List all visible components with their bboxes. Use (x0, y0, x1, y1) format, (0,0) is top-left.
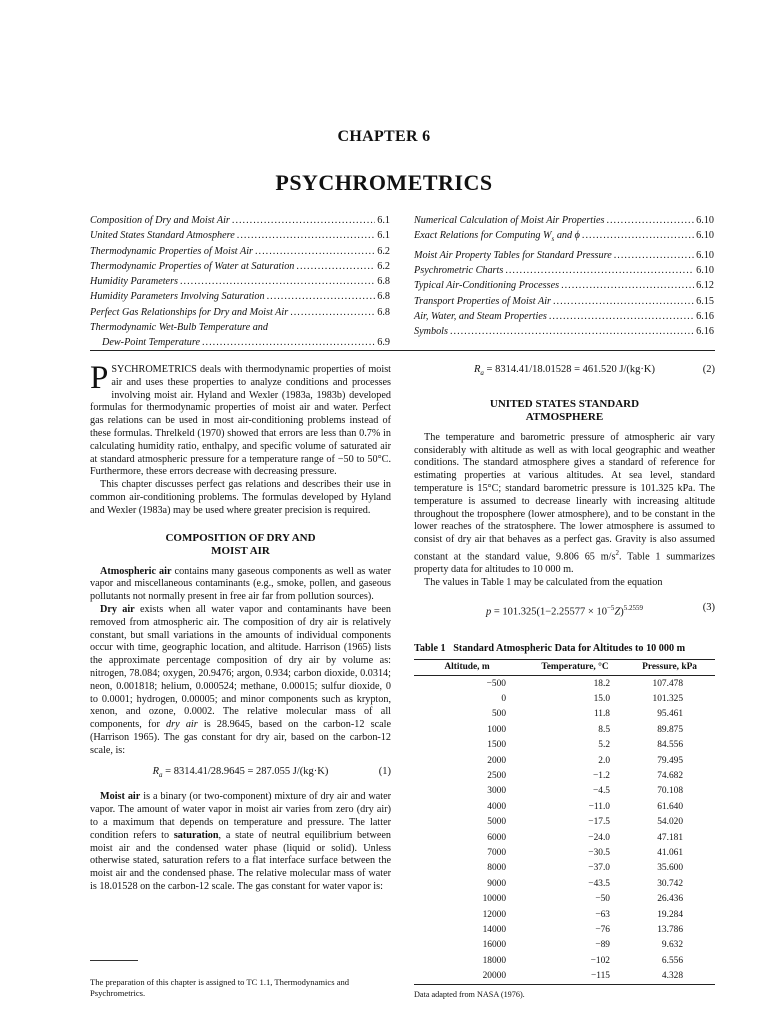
table-row (414, 922, 715, 937)
table-cell: 3000 (487, 786, 506, 797)
table-cell: 89.875 (657, 724, 683, 735)
table-note: Data adapted from NASA (1976). (414, 990, 525, 999)
table-cell: −11.0 (588, 801, 610, 812)
table-row (414, 938, 715, 953)
table-row (414, 861, 715, 876)
table-cell: 30.742 (657, 878, 683, 889)
toc-entry[interactable]: Typical Air-Conditioning Processes ..... 6.12 (414, 278, 714, 293)
table-row (414, 968, 715, 984)
paragraph: This chapter discusses perfect gas relations and describes their use in common air-conditioning problems. The formulas developed by Hyland and Wexler (1983a) may be used where greater precision is required. (90, 479, 391, 516)
table-row (414, 784, 715, 799)
table-cell: −17.5 (588, 817, 610, 828)
table-cell: 84.556 (657, 740, 683, 751)
table-cell: 20000 (414, 968, 520, 984)
table-cell: 5.2 (598, 740, 610, 751)
table-cell: 101.325 (652, 694, 683, 705)
equation-2: $R_a = 8314.41/18.01528 = 461.520$ J/(kg·K) (2) (473, 364, 715, 378)
table-cell: 9.632 (661, 940, 683, 951)
toc-entry[interactable]: Thermodynamic Properties of Moist Air ..... 6.2 (90, 244, 390, 259)
equation-number: (3) (702, 601, 715, 613)
table-cell: 11.8 (593, 709, 610, 720)
table-cell: 14000 (482, 924, 506, 935)
table-row (414, 876, 715, 891)
chapter-label: CHAPTER 6 (337, 128, 431, 145)
table-cell: 8.5 (598, 724, 610, 735)
section-heading: COMPOSITION OF DRY AND MOIST AIR (165, 531, 316, 557)
table-cell: 12000 (482, 909, 506, 920)
toc-entry[interactable]: Thermodynamic Properties of Water at Saturation ..... 6.2 (90, 259, 390, 274)
table-cell: −89 (595, 940, 610, 951)
table-row (414, 815, 715, 830)
table-cell: 107.478 (652, 678, 683, 689)
toc-entry[interactable]: Air, Water, and Steam Properties ..... 6.16 (414, 309, 714, 324)
table-cell: 9000 (487, 878, 506, 889)
table-cell: 74.682 (657, 771, 683, 782)
table-cell: 18000 (482, 955, 506, 966)
drop-cap: P (90, 360, 109, 396)
paragraph: Atmospheric air contains many gaseous components as well as water vapor and miscellaneous contaminants (e.g., smoke, pollen, and gaseous pollutants not normally present in free air far from pollution sources). (90, 565, 391, 603)
intro-paragraph: PSYCHROMETRICS deals with thermodynamic properties of moist air and uses these properties to analyze conditions and processes involving moist air. Hyland and Wexler (1983a, 1983b) developed formulas for thermodynamic properties of moist air and water. Perfect gas relations can be used in most air-conditioning problems instead of these formulas. Threlkeld (1970) showed that errors are less than 0.7% in calculating humidity ratio, enthalpy, and specific volume of saturated air at standard atmospheric pressure for a temperature range of −50 to 50°C. Furthermore, these errors decrease with decreasing pressure. (90, 360, 391, 478)
table-row (414, 830, 715, 845)
table-row (414, 691, 715, 706)
table-cell: 6000 (487, 832, 506, 843)
column-header: Temperature, °C (520, 660, 630, 676)
table-cell: 2000 (487, 755, 506, 766)
table-cell: −50 (595, 894, 610, 905)
table-header-row (414, 660, 715, 676)
table-row (414, 676, 715, 692)
toc-entry[interactable]: Exact Relations for Computing $W_s$ and ϕ ..... 6.10 (414, 228, 714, 247)
table-cell: 4000 (487, 801, 506, 812)
table-cell: 70.108 (657, 786, 683, 797)
table-row (414, 753, 715, 768)
table-row (414, 907, 715, 922)
table-cell: 4.328 (630, 968, 715, 984)
toc-entry[interactable]: Perfect Gas Relationships for Dry and Moist Air ..... 6.8 (90, 305, 390, 320)
table-row (414, 722, 715, 737)
table-cell: −37.0 (588, 863, 610, 874)
equation-number: (2) (702, 364, 715, 375)
table-cell: 2500 (487, 771, 506, 782)
paragraph: Moist air is a binary (or two-component) mixture of dry air and water vapor. The amount of water vapor in moist air varies from zero (dry air) to a maximum that depends on temperature and pressure. The latter condition refers to saturation, a state of neutral equilibrium between moist air and the condensed water phase (liquid or solid). Unless otherwise stated, saturation refers to a flat interface surface between the moist air and the condensed phase. The relative molecular mass of water is 18.01528 on the carbon-12 scale. The gas constant for water vapor is: (90, 791, 392, 892)
table-cell: −24.0 (588, 832, 610, 843)
table-cell: 13.786 (657, 924, 683, 935)
table-cell: −115 (520, 968, 630, 984)
table-cell: 16000 (482, 940, 506, 951)
table-cell: −1.2 (592, 771, 610, 782)
paragraph: The values in Table 1 may be calculated from the equation (424, 577, 663, 589)
table-cell: 0 (501, 694, 506, 705)
left-column (90, 360, 392, 894)
table-cell: −43.5 (588, 878, 610, 889)
table-row (414, 891, 715, 906)
atmosphere-table (414, 659, 715, 985)
table-cell: 47.181 (657, 832, 683, 843)
table-cell: 95.461 (657, 709, 683, 720)
table-row (414, 707, 715, 722)
equation-3: $p = 101.325(1-2.25577 \times 10^{-5}Z)^{5.2559}$ (3) (485, 601, 715, 618)
table-cell: 26.436 (657, 894, 683, 905)
table-cell: −500 (486, 678, 506, 689)
toc-entry[interactable]: Humidity Parameters Involving Saturation ..... 6.8 (90, 289, 390, 304)
table-cell: 18.2 (593, 678, 610, 689)
table-cell: 41.061 (657, 847, 683, 858)
table-row (414, 799, 715, 814)
footnote: The preparation of this chapter is assigned to TC 1.1, Thermodynamics and Psychrometrics. (90, 977, 350, 998)
table-row (414, 768, 715, 783)
toc-right (414, 213, 714, 339)
toc-entry[interactable]: United States Standard Atmosphere ..... 6.1 (90, 228, 390, 243)
toc-entry[interactable]: Moist Air Property Tables for Standard Pressure ..... 6.10 (414, 248, 714, 263)
toc-entry[interactable]: Symbols ..... 6.16 (414, 324, 714, 339)
table-cell: 10000 (482, 894, 506, 905)
section-heading: UNITED STATES STANDARD ATMOSPHERE (489, 397, 640, 423)
table-cell: 35.600 (657, 863, 683, 874)
table-row (414, 738, 715, 753)
toc-entry[interactable]: Thermodynamic Wet-Bulb Temperature and (90, 322, 268, 334)
paragraph: The temperature and barometric pressure of atmospheric air vary considerably with altitude as well as with local geographic and weather conditions. The standard atmosphere gives a standard of reference for estimating properties at various altitudes. At sea level, standard temperature is 15°C; standard barometric pressure is 101.325 kPa. The temperature is assumed to decrease linearly with increasing altitude throughout the troposphere (lower atmosphere), and to be constant in the lower reaches of the stratosphere. The lower atmosphere is assumed to consist of dry air that behaves as a perfect gas. Gravity is also assumed constant at the standard value, 9.806 65 $m/s^2$. Table 1 summarizes property data for altitudes to 10 000 m. (414, 431, 715, 576)
table-cell: 2.0 (598, 755, 610, 766)
toc-entry[interactable]: Psychrometric Charts ..... 6.10 (414, 263, 714, 278)
table-cell: 7000 (487, 847, 506, 858)
table-cell: 5000 (487, 817, 506, 828)
table-cell: 19.284 (657, 909, 683, 920)
table-caption: Table 1 Standard Atmospheric Data for Altitudes to 10 000 m (414, 643, 686, 654)
table-cell: 1000 (487, 724, 506, 735)
toc-entry[interactable]: Humidity Parameters ..... 6.8 (90, 274, 390, 289)
section-divider (90, 350, 715, 351)
table-cell: −30.5 (588, 847, 610, 858)
table-cell: 54.020 (657, 817, 683, 828)
table-cell: 6.556 (661, 955, 683, 966)
toc-entry[interactable]: Transport Properties of Moist Air ..... 6.15 (414, 294, 714, 309)
table-cell: −102 (590, 955, 610, 966)
toc-entry[interactable]: Dew-Point Temperature ..... 6.9 (90, 335, 390, 350)
toc-left (90, 213, 390, 351)
toc-entry[interactable]: Numerical Calculation of Moist Air Properties ..... 6.10 (414, 213, 714, 228)
footnote-divider (90, 960, 138, 961)
table-cell: 1500 (487, 740, 506, 751)
equation-number: (1) (378, 765, 391, 777)
right-column (414, 364, 715, 620)
toc-entry[interactable]: Composition of Dry and Moist Air ..... 6.1 (90, 213, 390, 228)
table-cell: 15.0 (593, 694, 610, 705)
chapter-title: PSYCHROMETRICS (275, 170, 493, 195)
table-row (414, 953, 715, 968)
table-cell: 500 (491, 709, 506, 720)
equation-1: $R_a = 8314.41/28.9645 = 287.055$ J/(kg·K) (1) (152, 765, 391, 779)
table-cell: −76 (595, 924, 610, 935)
column-header: Pressure, kPa (630, 660, 715, 676)
table-cell: −4.5 (592, 786, 610, 797)
table-cell: 8000 (487, 863, 506, 874)
column-header: Altitude, m (414, 660, 520, 676)
paragraph: Dry air exists when all water vapor and contaminants have been removed from atmospheric air. The composition of dry air is relatively constant, but small variations in the amounts of individual components occur with time, geographic location, and altitude. Harrison (1965) lists the approximate percentage composition of dry air by volume as: nitrogen, 78.084; oxygen, 20.9476; argon, 0.934; carbon dioxide, 0.0314; neon, 0.001818; helium, 0.000524; methane, 0.00015; sulfur dioxide, 0 to 0.0001; hydrogen, 0.00005; and minor components such as krypton, xenon, and ozone, 0.0002. The relative molecular mass of all components, for dry air is 28.9645, based on the carbon-12 scale (Harrison 1965). The gas constant for dry air, based on the carbon-12 scale, is: (90, 603, 392, 756)
table-cell: 61.640 (657, 801, 683, 812)
table-cell: −63 (595, 909, 610, 920)
table-row (414, 845, 715, 860)
table-cell: 79.495 (657, 755, 683, 766)
